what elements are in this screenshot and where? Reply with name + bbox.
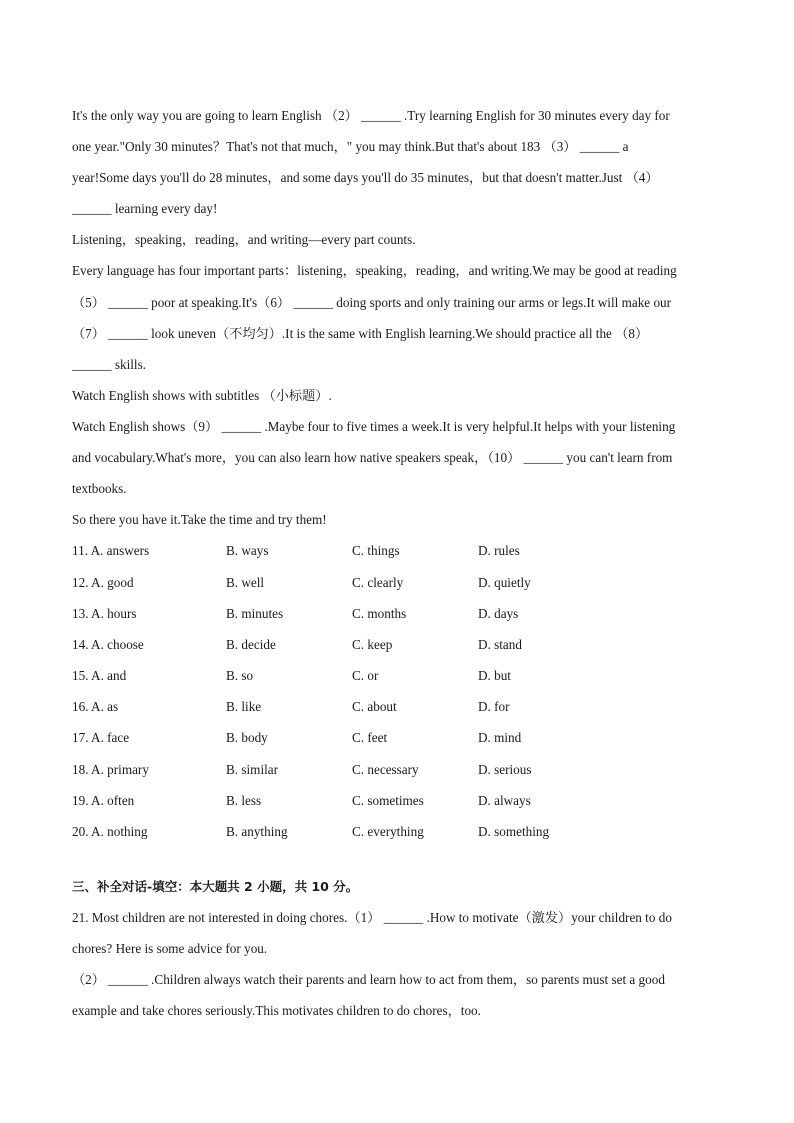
dialogue-line: example and take chores seriously.This motivates children to do chores，too.	[72, 1003, 481, 1019]
option-a: 12. A. good	[72, 574, 134, 590]
option-d: D. days	[478, 605, 519, 621]
question-row	[72, 691, 722, 722]
option-c: C. keep	[352, 636, 393, 652]
section-spacer	[72, 847, 722, 871]
question-row	[72, 816, 722, 847]
question-row	[72, 567, 722, 598]
option-c: C. sometimes	[352, 792, 424, 808]
option-d: D. stand	[478, 636, 522, 652]
option-a: 13. A. hours	[72, 605, 137, 621]
passage-line: It's the only way you are going to learn English （2） ______ .Try learning English for 30 minutes every day for	[72, 108, 670, 123]
passage-line: Watch English shows with subtitles （小标题）.	[72, 387, 332, 403]
option-b: B. body	[226, 730, 268, 746]
option-b: B. anything	[226, 824, 288, 839]
passage-line: Listening，speaking，reading，and writing—every part counts.	[72, 232, 416, 248]
option-d: D. serious	[478, 761, 532, 777]
question-row	[72, 722, 722, 753]
passage-line: and vocabulary.What's more，you can also learn how native speakers speak，（10） ______ you can't learn from	[72, 450, 673, 466]
passage-line: textbooks.	[72, 481, 127, 497]
cloze-passage	[72, 100, 722, 535]
option-d: D. but	[478, 668, 511, 684]
option-b: B. similar	[226, 761, 279, 777]
section-title: 三、补全对话-填空：本大题共 2 小题，共 10 分。	[72, 879, 359, 895]
option-a: 20. A. nothing	[72, 824, 148, 839]
option-c: C. everything	[352, 824, 424, 839]
option-a: 19. A. often	[72, 792, 135, 808]
question-row	[72, 785, 722, 816]
question-row	[72, 598, 722, 629]
passage-line: one year."Only 30 minutes？That's not that much，" you may think.But that's about 183 （3） ______ a	[72, 139, 629, 155]
option-b: B. minutes	[226, 605, 284, 621]
option-d: D. mind	[478, 730, 522, 746]
option-c: C. months	[352, 605, 407, 621]
question-row	[72, 535, 722, 566]
passage-line: ______ skills.	[72, 356, 147, 372]
option-b: B. less	[226, 792, 262, 808]
dialogue-line: （2） ______ .Children always watch their parents and learn how to act from them，so parents must set a good	[72, 972, 665, 988]
option-b: B. so	[226, 668, 254, 684]
option-c: C. about	[352, 699, 397, 715]
option-a: 18. A. primary	[72, 761, 149, 777]
passage-line: Every language has four important parts：listening，speaking，reading，and writing.We may be good at reading	[72, 263, 677, 279]
option-b: B. like	[226, 699, 262, 715]
passage-line: （5） ______ poor at speaking.It's（6） ______ doing sports and only training our arms or legs.It will make our	[72, 294, 672, 310]
dialogue-line: 21. Most children are not interested in doing chores.（1） ______ .How to motivate（激发）your children to do	[72, 910, 672, 926]
option-c: C. or	[352, 668, 379, 684]
option-d: D. always	[478, 792, 531, 808]
question-row	[72, 660, 722, 691]
option-a: 16. A. as	[72, 699, 119, 715]
option-b: B. well	[226, 574, 265, 590]
option-a: 15. A. and	[72, 668, 127, 684]
question-row	[72, 629, 722, 660]
passage-line: So there you have it.Take the time and try them!	[72, 512, 327, 528]
passage-line: （7） ______ look uneven（不均匀）.It is the same with English learning.We should practice all the （8）	[72, 325, 649, 341]
option-a: 11. A. answers	[72, 543, 150, 559]
passage-line: Watch English shows（9） ______ .Maybe four to five times a week.It is very helpful.It helps with your listening	[72, 418, 676, 434]
option-c: C. feet	[352, 730, 388, 746]
option-d: D. rules	[478, 543, 520, 559]
section-3	[72, 871, 722, 1026]
option-b: B. ways	[226, 543, 269, 559]
option-c: C. necessary	[352, 761, 419, 777]
answer-options	[72, 535, 722, 847]
option-c: C. things	[352, 543, 400, 559]
question-row	[72, 754, 722, 785]
option-d: D. something	[478, 824, 550, 839]
option-b: B. decide	[226, 636, 276, 652]
option-c: C. clearly	[352, 574, 404, 590]
option-d: D. for	[478, 699, 510, 715]
option-d: D. quietly	[478, 574, 531, 590]
option-a: 14. A. choose	[72, 636, 144, 652]
option-a: 17. A. face	[72, 730, 130, 746]
passage-line: ______ learning every day!	[72, 201, 218, 217]
passage-line: year!Some days you'll do 28 minutes，and some days you'll do 35 minutes，but that doesn't matter.Just （4）	[72, 170, 659, 186]
page-content	[72, 100, 722, 1027]
dialogue-line: chores? Here is some advice for you.	[72, 941, 268, 957]
